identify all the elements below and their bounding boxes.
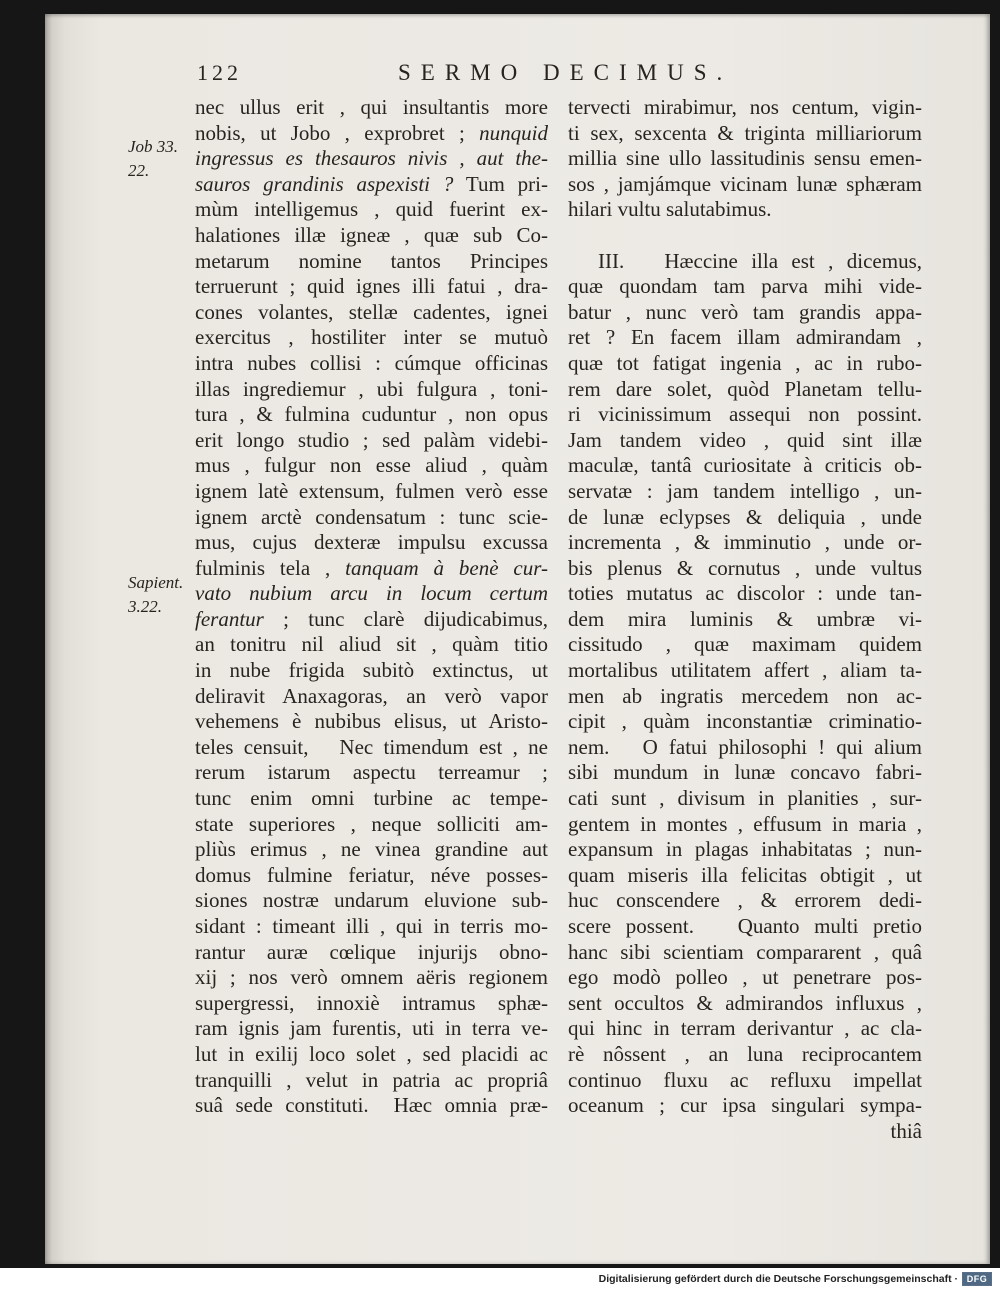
line-text: state superiores , neque solliciti am-: [195, 811, 548, 836]
italic-text: ingressus es thesauros nivis , aut the-: [195, 146, 548, 171]
text-line: [568, 530, 922, 556]
line-text: quæ tot fatigat ingenia , ac in rubo-: [568, 350, 922, 375]
text-line: [568, 274, 922, 300]
dfg-logo: DFG: [962, 1272, 992, 1286]
text-line: [568, 760, 922, 786]
text-line: [195, 735, 548, 761]
text-line: [195, 325, 548, 351]
text-line: [568, 965, 922, 991]
margin-note-job: [128, 135, 178, 183]
line-text: intra nubes collisi : cúmque officinas: [195, 350, 548, 375]
text-line: [568, 479, 922, 505]
text-line: [568, 402, 922, 428]
text-line: [195, 249, 548, 275]
text-line: [195, 607, 548, 633]
line-text: [195, 581, 548, 605]
text-line: [568, 658, 922, 684]
line-text: mùm intelligemus , quid fuerint ex-: [195, 197, 548, 222]
line-text: lut in exilij loco solet , sed placidi ac: [195, 1041, 548, 1066]
text-line: [195, 172, 548, 198]
line-text: deliravit Anaxagoras, an verò vapor: [195, 683, 548, 708]
text-line: [568, 146, 922, 172]
line-text: tranquilli , velut in patria ac propriâ: [195, 1067, 548, 1092]
line-text: huc conscendere , & errorem dedi-: [568, 888, 922, 913]
text-line: [195, 965, 548, 991]
digitization-footer: [0, 1268, 1000, 1289]
line-text: hanc sibi scientiam compararent , quâ: [568, 939, 922, 964]
line-text: sent occultos & admirandos influxus ,: [568, 990, 922, 1015]
line-text: tunc enim omni turbine ac tempe-: [195, 786, 548, 811]
text-line: [195, 888, 548, 914]
line-text: oceanum ; cur ipsa singulari sympa-: [568, 1093, 922, 1118]
text-line: [568, 505, 922, 531]
line-text: ret ? En facem illam admirandam ,: [568, 325, 922, 350]
text-line: [568, 1068, 922, 1094]
line-text: bis plenus & cornutus , unde vultus: [568, 555, 922, 580]
line-text: mortalibus utilitatem affert , aliam ta-: [568, 658, 922, 683]
text-line: [195, 684, 548, 710]
line-text: nem. O fatui philosophi ! qui alium: [568, 734, 922, 759]
text-line: [568, 1016, 922, 1042]
line-text: tura , & fulmina cuduntur , non opus: [195, 402, 548, 427]
line-text: ignem arctè condensatum : tunc scie-: [195, 504, 548, 529]
line-text: ri vicinissimum assequi non possint.: [568, 402, 922, 427]
text-line: [568, 632, 922, 658]
text-line: [195, 863, 548, 889]
footer-credit-text: Digitalisierung gefördert durch die Deutsche Forschungsgemeinschaft ·: [598, 1272, 958, 1285]
line-text: pliùs erimus , ne vinea grandine aut: [195, 837, 548, 862]
text-line: [568, 1042, 922, 1068]
text-line: [195, 760, 548, 786]
text-line: [195, 223, 548, 249]
line-text: xij ; nos verò omnem aëris regionem: [195, 965, 548, 990]
line-text: mus , fulgur non esse aliud , quàm: [195, 453, 548, 478]
line-text: sos , jamjámque vicinam lunæ sphæram: [568, 171, 922, 196]
margin-note-line: 22.: [128, 161, 150, 180]
text-line: [568, 735, 922, 761]
line-text: incrementa , & imminutio , unde or-: [568, 530, 922, 555]
text-line: [195, 837, 548, 863]
line-text: tervecti mirabimur, nos centum, vigin-: [568, 95, 922, 119]
text-line: [195, 1093, 548, 1119]
text-line: [195, 940, 548, 966]
line-text: toties mutatus ac discolor : unde tan-: [568, 581, 922, 606]
line-text: expansum in plagas inhabitatas ; nun-: [568, 837, 922, 862]
line-text: domus fulmine feriatur, néve posses-: [195, 862, 548, 887]
line-text: mus, cujus dexteræ impulsu excussa: [195, 530, 548, 555]
text-line: [568, 786, 922, 812]
line-text: an tonitru nil aliud sit , quàm titio: [195, 632, 548, 657]
line-text: in nube frigida subitò extinctus, ut: [195, 658, 548, 683]
text-line: [195, 146, 548, 172]
text-line: [568, 95, 922, 121]
roman-text: nobis, ut Jobo , exprobret ;: [195, 120, 480, 145]
line-text: de lunæ eclypses & deliquia , unde: [568, 504, 922, 529]
line-text: vehemens è nubibus elisus, ut Aristo-: [195, 709, 548, 734]
text-line: [195, 991, 548, 1017]
line-text: scere possent. Quanto multi pretio: [568, 914, 922, 938]
line-text: cipit , quàm inconstantiæ criminatio-: [568, 709, 922, 734]
line-text: ti sex, sexcenta & triginta milliariorum: [568, 120, 922, 145]
text-line: [195, 632, 548, 658]
roman-text: ; tunc clarè dijudicabimus,: [263, 606, 548, 631]
text-line: [568, 300, 922, 326]
text-line: [195, 377, 548, 403]
text-line: [195, 709, 548, 735]
text-line: [195, 300, 548, 326]
text-line: [195, 351, 548, 377]
right-text-column: [568, 95, 922, 1144]
line-text: ego modò polleo , ut penetrare pos-: [568, 965, 922, 990]
text-line: [195, 556, 548, 582]
paragraph: [568, 95, 922, 223]
text-line: [568, 812, 922, 838]
text-line: [195, 581, 548, 607]
text-line: [568, 863, 922, 889]
line-text: metarum nomine tantos Principes: [195, 248, 548, 273]
text-line: [568, 325, 922, 351]
text-line: [195, 428, 548, 454]
text-line: [568, 1093, 922, 1119]
text-line: [195, 274, 548, 300]
text-line: [568, 709, 922, 735]
text-line: [195, 1042, 548, 1068]
text-line: [195, 1016, 548, 1042]
line-text: [195, 172, 548, 196]
left-text-column: [195, 95, 548, 1119]
text-line: [568, 684, 922, 710]
text-line: [568, 991, 922, 1017]
line-text: continuo fluxu ac refluxu impellat: [568, 1067, 922, 1092]
line-text: dem mira luminis & umbræ vi-: [568, 606, 922, 631]
text-line: [195, 479, 548, 505]
line-text: terruerunt ; quid ignes illi fatui , dra-: [195, 274, 548, 299]
line-text: siones nostræ undarum eluvione sub-: [195, 888, 548, 913]
line-text: gentem in montes , effusum in maria ,: [568, 811, 922, 836]
margin-note-line: Sapient.: [128, 573, 184, 592]
line-text: sibi mundum in lunæ concavo fabri-: [568, 760, 922, 785]
line-text: erit longo studio ; sed palàm videbi-: [195, 427, 548, 452]
line-text: men ab ingratis mercedem non ac-: [568, 683, 922, 708]
text-line: [568, 556, 922, 582]
margin-note-sapient: [128, 571, 183, 619]
line-text: ram ignis jam furentis, uti in terra ve-: [195, 1016, 548, 1041]
line-text: nec ullus erit , qui insultantis more: [195, 95, 548, 119]
margin-note-line: Job 33.: [128, 137, 179, 156]
text-line: [568, 172, 922, 198]
paragraph: [568, 249, 922, 1119]
line-text: teles censuit, Nec timendum est , ne: [195, 734, 548, 759]
text-line: [568, 197, 922, 223]
roman-text: Tum pri-: [453, 171, 548, 196]
text-line: [195, 505, 548, 531]
text-line: [195, 530, 548, 556]
text-line: [568, 914, 922, 940]
line-text: hilari vultu salutabimus.: [568, 197, 772, 222]
italic-text: vato nubium arcu in locum certum: [195, 581, 548, 606]
text-line: [568, 351, 922, 377]
text-line: [195, 453, 548, 479]
text-line: [195, 402, 548, 428]
line-text: rè nôssent , an luna reciprocantem: [568, 1041, 922, 1066]
text-line: [568, 607, 922, 633]
italic-text: ferantur: [195, 606, 264, 631]
line-text: ignem latè extensum, fulmen verò esse: [195, 478, 548, 503]
margin-note-line: 3.22.: [128, 597, 162, 616]
line-text: millia sine ullo lassitudinis sensu emen-: [568, 146, 922, 171]
italic-text: tanquam à benè cur-: [345, 555, 548, 580]
text-line: [568, 428, 922, 454]
line-text: rantur auræ cœlique injurijs obno-: [195, 939, 548, 964]
line-text: III. Hæccine illa est , dicemus,: [598, 248, 922, 273]
line-text: Jam tandem video , quid sint illæ: [568, 427, 922, 452]
line-text: [195, 121, 548, 145]
text-line: [568, 249, 922, 275]
line-text: quam miseris illa felicitas obtigit , ut: [568, 862, 922, 887]
line-text: illas ingrediemur , ubi fulgura , toni-: [195, 376, 548, 401]
running-title: SERMO DECIMUS.: [398, 60, 733, 85]
line-text: [195, 607, 548, 631]
text-line: [195, 658, 548, 684]
line-text: exercitus , hostiliter inter se mutuò: [195, 325, 548, 350]
text-line: [568, 888, 922, 914]
book-page: [45, 14, 990, 1264]
roman-text: fulminis tela ,: [195, 555, 346, 580]
line-text: rem dare solet, quòd Planetam tellu-: [568, 376, 922, 401]
line-text: qui hinc in terram derivantur , ac cla-: [568, 1016, 922, 1041]
text-line: [568, 940, 922, 966]
text-line: [195, 786, 548, 812]
text-line: [568, 121, 922, 147]
paragraph: [195, 95, 548, 1119]
line-text: cissitudo , quæ maximam quidem: [568, 632, 922, 657]
line-text: halationes illæ igneæ , quæ sub Co-: [195, 222, 548, 247]
text-line: [568, 837, 922, 863]
italic-text: sauros grandinis aspexisti ?: [195, 171, 454, 196]
line-text: suâ sede constituti. Hæc omnia præ-: [195, 1093, 548, 1118]
line-text: rerum istarum aspectu terreamur ;: [195, 760, 548, 785]
text-line: [195, 914, 548, 940]
line-text: cones volantes, stellæ cadentes, ignei: [195, 299, 548, 324]
text-line: [568, 581, 922, 607]
line-text: [195, 146, 548, 170]
italic-text: nunquid: [479, 120, 548, 145]
line-text: servatæ : jam tandem intelligo , un-: [568, 478, 922, 503]
line-text: supergressi, innoxiè intramus sphæ-: [195, 990, 548, 1015]
text-line: [195, 121, 548, 147]
line-text: quæ quondam tam parva mihi vide-: [568, 274, 922, 299]
line-text: batur , nunc verò tam grandis appa-: [568, 299, 922, 324]
page-number: 122: [197, 60, 242, 85]
text-line: [568, 377, 922, 403]
text-line: [195, 812, 548, 838]
catchword: thiâ: [890, 1118, 922, 1143]
line-text: sidant : timeant illi , qui in terris mo-: [195, 914, 548, 938]
line-text: maculæ, tantâ curiositate à criticis ob-: [568, 453, 922, 478]
line-text: [195, 556, 548, 580]
text-line: [195, 95, 548, 121]
text-line: [195, 197, 548, 223]
line-text: cati sunt , divisum in planities , sur-: [568, 786, 922, 811]
text-line: [568, 453, 922, 479]
text-line: [195, 1068, 548, 1094]
